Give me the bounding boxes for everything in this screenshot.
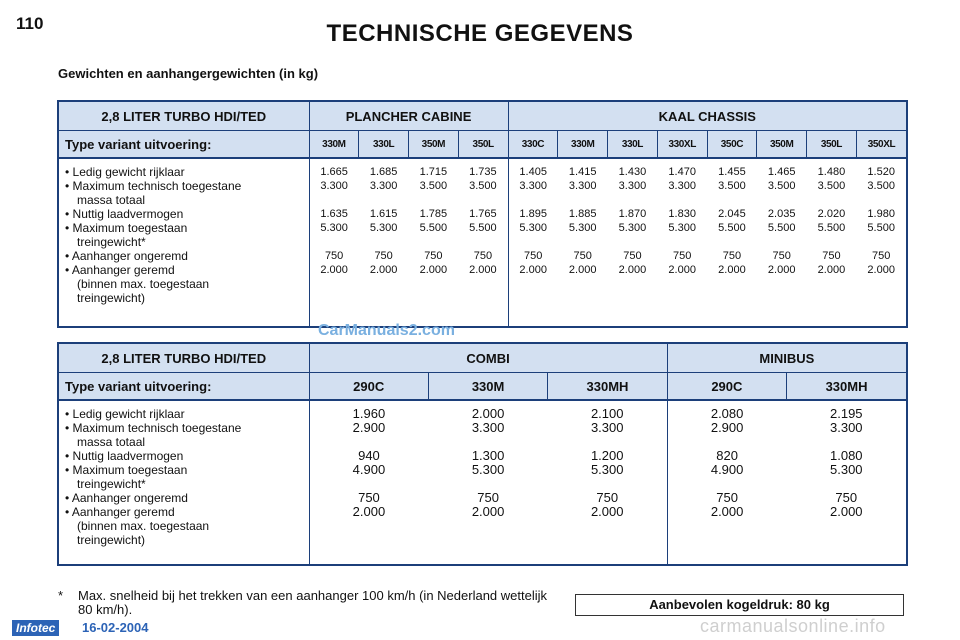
- value-column: [548, 400, 667, 564]
- type-330mh: 330MH: [787, 373, 906, 401]
- cell-value: 1.980: [867, 208, 895, 220]
- row-label: (binnen max. toegestaan: [77, 277, 210, 291]
- cell-value: 750: [324, 250, 344, 262]
- value-column: [558, 158, 608, 326]
- cell-value: 1.785: [419, 208, 448, 220]
- cell-value: 1.635: [320, 208, 348, 220]
- cell-value: 3.300: [830, 420, 863, 435]
- cell-value: 5.300: [369, 222, 398, 234]
- cell-value: 1.665: [320, 166, 348, 178]
- weights-table-combi-minibus: [57, 342, 908, 566]
- cell-value: 3.300: [471, 420, 505, 435]
- row-label: • Aanhanger geremd: [65, 505, 175, 519]
- type-350m: 350M: [757, 131, 807, 159]
- type-350l: 350L: [807, 131, 857, 159]
- value-column: [787, 400, 906, 564]
- row-labels: [59, 400, 309, 564]
- row-label: • Maximum technisch toegestane: [65, 421, 242, 435]
- cell-value: 2.000: [469, 264, 497, 276]
- cell-value: 3.500: [419, 180, 448, 192]
- cell-value: 5.500: [469, 222, 497, 234]
- group-header-minibus: MINIBUS: [667, 344, 906, 373]
- type-variant-label: Type variant uitvoering:: [59, 373, 309, 401]
- type-330mh: 330MH: [548, 373, 667, 401]
- cell-value: 3.500: [469, 180, 497, 192]
- footnote: [58, 589, 558, 617]
- cell-value: 5.500: [767, 222, 796, 234]
- value-column: [508, 158, 558, 326]
- cell-value: 1.735: [469, 166, 497, 178]
- cell-value: 3.300: [320, 180, 348, 192]
- type-330m: 330M: [309, 131, 359, 159]
- cell-value: 2.100: [590, 406, 624, 421]
- value-column: [409, 158, 459, 326]
- type-330m: 330M: [558, 131, 608, 159]
- cell-value: 5.500: [817, 222, 846, 234]
- row-label: • Nuttig laadvermogen: [65, 207, 184, 221]
- section-subtitle: Gewichten en aanhangergewichten (in kg): [58, 66, 319, 81]
- cell-value: 1.895: [519, 208, 547, 220]
- cell-value: 3.300: [668, 180, 696, 192]
- cell-value: 1.405: [519, 166, 547, 178]
- value-column: [458, 158, 508, 326]
- cell-value: 5.300: [618, 222, 647, 234]
- value-column: [608, 158, 658, 326]
- group-header-plancher-cabine: PLANCHER CABINE: [309, 102, 508, 131]
- value-column: [856, 158, 906, 326]
- cell-value: 4.900: [710, 462, 744, 477]
- cell-value: 2.045: [718, 208, 746, 220]
- cell-value: 750: [473, 250, 493, 262]
- value-column: [309, 158, 359, 326]
- cell-value: 3.500: [767, 180, 796, 192]
- cell-value: 750: [477, 490, 499, 505]
- print-date: 16-02-2004: [82, 620, 149, 635]
- row-label: • Maximum toegestaan: [65, 463, 188, 477]
- cell-value: 750: [716, 490, 738, 505]
- row-label: • Maximum technisch toegestane: [65, 179, 242, 193]
- value-column: [667, 400, 786, 564]
- cell-value: 820: [716, 448, 738, 463]
- cell-value: 2.000: [817, 264, 846, 276]
- cell-value: 750: [424, 250, 443, 262]
- cell-value: 2.000: [710, 504, 744, 519]
- footnote-text: Max. snelheid bij het trekken van een aanhanger 100 km/h (in Nederland wettelijk 80 km/h).: [78, 588, 547, 617]
- cell-value: 5.500: [718, 222, 746, 234]
- weights-table-chassis: [57, 100, 908, 328]
- cell-value: 1.470: [668, 166, 696, 178]
- watermark: CarManuals2.com: [318, 322, 455, 339]
- cell-value: 2.000: [767, 264, 796, 276]
- cell-value: 750: [623, 250, 642, 262]
- engine-header: 2,8 LITER TURBO HDI/TED: [59, 102, 309, 131]
- value-column: [428, 400, 547, 564]
- cell-value: 5.500: [419, 222, 448, 234]
- cell-value: 1.960: [352, 406, 386, 421]
- cell-value: 1.715: [419, 166, 448, 178]
- row-label: treingewicht): [77, 291, 146, 305]
- type-330l: 330L: [359, 131, 409, 159]
- cell-value: 750: [835, 490, 858, 505]
- cell-value: 2.000: [471, 406, 505, 421]
- cell-value: 5.500: [867, 222, 895, 234]
- cell-value: 5.300: [830, 462, 863, 477]
- row-label: (binnen max. toegestaan: [77, 519, 210, 533]
- footnote-marker: *: [58, 588, 64, 603]
- row-label: • Ledig gewicht rijklaar: [65, 407, 185, 421]
- cell-value: 750: [596, 490, 619, 505]
- hitch-load-box: Aanbevolen kogeldruk: 80 kg: [575, 594, 904, 616]
- cell-value: 1.685: [369, 166, 398, 178]
- cell-value: 4.900: [352, 462, 386, 477]
- cell-value: 5.300: [519, 222, 547, 234]
- row-label: treingewicht*: [77, 477, 146, 491]
- cell-value: 1.480: [817, 166, 846, 178]
- cell-value: 1.455: [718, 166, 746, 178]
- row-label: • Aanhanger geremd: [65, 263, 175, 277]
- row-label: treingewicht*: [77, 235, 146, 249]
- cell-value: 3.300: [590, 420, 624, 435]
- cell-value: 2.000: [352, 504, 386, 519]
- cell-value: 1.520: [867, 166, 895, 178]
- cell-value: 3.300: [618, 180, 647, 192]
- type-330l: 330L: [608, 131, 658, 159]
- cell-value: 2.000: [718, 264, 746, 276]
- value-column: [707, 158, 757, 326]
- cell-value: 2.000: [867, 264, 895, 276]
- cell-value: 2.000: [471, 504, 505, 519]
- cell-value: 2.900: [352, 420, 386, 435]
- cell-value: 2.000: [568, 264, 597, 276]
- page-title: TECHNISCHE GEGEVENS: [326, 20, 634, 47]
- cell-value: 2.000: [519, 264, 547, 276]
- cell-value: 2.000: [830, 504, 863, 519]
- row-label: • Maximum toegestaan: [65, 221, 188, 235]
- cell-value: 2.080: [710, 406, 744, 421]
- infotec-logo: Infotec: [12, 620, 59, 636]
- row-label: massa totaal: [77, 193, 146, 207]
- cell-value: 5.300: [471, 462, 505, 477]
- cell-value: 750: [822, 250, 841, 262]
- cell-value: 5.300: [320, 222, 348, 234]
- type-variant-label: Type variant uitvoering:: [59, 131, 309, 159]
- cell-value: 2.000: [419, 264, 448, 276]
- cell-value: 1.765: [469, 208, 497, 220]
- cell-value: 750: [523, 250, 543, 262]
- cell-value: 750: [358, 490, 380, 505]
- cell-value: 2.035: [767, 208, 796, 220]
- row-label: treingewicht): [77, 533, 146, 547]
- cell-value: 750: [772, 250, 791, 262]
- cell-value: 3.500: [718, 180, 746, 192]
- type-350c: 350C: [707, 131, 757, 159]
- type-290c: 290C: [667, 373, 786, 401]
- row-label: • Aanhanger ongeremd: [65, 249, 188, 263]
- cell-value: 3.500: [867, 180, 895, 192]
- site-watermark: carmanualsonline.info: [700, 616, 886, 636]
- cell-value: 750: [672, 250, 692, 262]
- cell-value: 2.000: [590, 504, 624, 519]
- value-column: [359, 158, 409, 326]
- cell-value: 5.300: [590, 462, 624, 477]
- cell-value: 1.465: [767, 166, 796, 178]
- row-label: • Aanhanger ongeremd: [65, 491, 188, 505]
- row-label: • Nuttig laadvermogen: [65, 449, 184, 463]
- cell-value: 2.000: [618, 264, 647, 276]
- page-number: 110: [16, 14, 44, 33]
- cell-value: 3.500: [817, 180, 846, 192]
- type-290c: 290C: [309, 373, 428, 401]
- row-labels: [59, 158, 309, 326]
- cell-value: 3.300: [519, 180, 547, 192]
- cell-value: 5.300: [568, 222, 597, 234]
- cell-value: 1.415: [568, 166, 597, 178]
- cell-value: 1.080: [830, 448, 863, 463]
- cell-value: 3.300: [568, 180, 597, 192]
- cell-value: 3.300: [369, 180, 398, 192]
- value-column: [309, 400, 428, 564]
- cell-value: 940: [358, 448, 380, 463]
- cell-value: 5.300: [668, 222, 696, 234]
- value-column: [807, 158, 857, 326]
- type-350m: 350M: [409, 131, 459, 159]
- cell-value: 1.830: [668, 208, 696, 220]
- row-label: • Ledig gewicht rijklaar: [65, 165, 185, 179]
- cell-value: 750: [722, 250, 742, 262]
- cell-value: 1.885: [568, 208, 597, 220]
- cell-value: 750: [872, 250, 891, 262]
- value-column: [657, 158, 707, 326]
- type-350xl: 350XL: [856, 131, 906, 159]
- cell-value: 750: [573, 250, 592, 262]
- cell-value: 2.900: [710, 420, 744, 435]
- cell-value: 2.000: [668, 264, 696, 276]
- group-header-kaal-chassis: KAAL CHASSIS: [508, 102, 906, 131]
- type-330m: 330M: [428, 373, 547, 401]
- cell-value: 750: [374, 250, 393, 262]
- row-label: massa totaal: [77, 435, 146, 449]
- cell-value: 1.430: [618, 166, 647, 178]
- cell-value: 2.195: [830, 406, 863, 421]
- cell-value: 2.000: [320, 264, 348, 276]
- cell-value: 1.870: [618, 208, 647, 220]
- group-header-combi: COMBI: [309, 344, 667, 373]
- cell-value: 2.020: [817, 208, 846, 220]
- cell-value: 1.615: [369, 208, 398, 220]
- value-column: [757, 158, 807, 326]
- engine-header: 2,8 LITER TURBO HDI/TED: [59, 344, 309, 373]
- type-350l: 350L: [458, 131, 508, 159]
- type-330c: 330C: [508, 131, 558, 159]
- cell-value: 1.300: [471, 448, 505, 463]
- type-330xl: 330XL: [657, 131, 707, 159]
- cell-value: 2.000: [369, 264, 398, 276]
- cell-value: 1.200: [590, 448, 624, 463]
